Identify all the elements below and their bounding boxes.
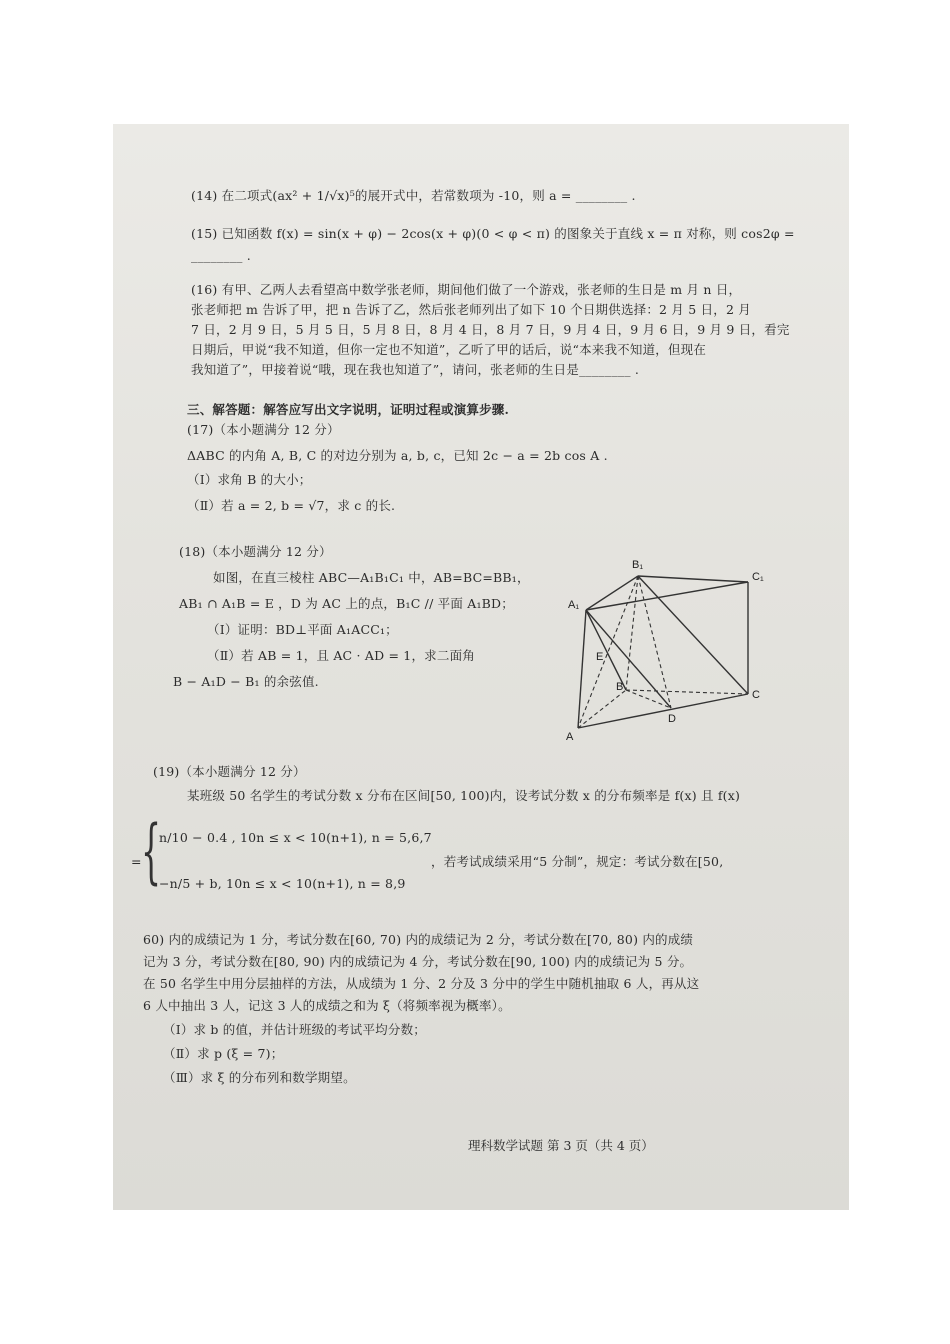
question-19-line: 6 人中抽出 3 人，记这 3 人的成绩之和为 ξ（将频率视为概率）。	[143, 998, 511, 1013]
exam-page	[113, 124, 849, 1210]
piecewise-brace-icon: {	[141, 810, 162, 892]
label-b1: B₁	[632, 559, 644, 571]
question-16-line: (16) 有甲、乙两人去看望高中数学张老师，期间他们做了一个游戏，张老师的生日是 m 月 n 日，	[191, 282, 742, 297]
question-16-line: 张老师把 m 告诉了甲，把 n 告诉了乙，然后张老师列出了如下 10 个日期供选择：2 月 5 日，2 月	[191, 302, 752, 317]
question-19-line: 记为 3 分，考试分数在[80, 90) 内的成绩记为 4 分，考试分数在[90, 100) 内的成绩记为 5 分。	[143, 954, 693, 969]
equals-sign: =	[131, 854, 142, 869]
section-heading: 三、解答题：解答应写出文字说明，证明过程或演算步骤.	[187, 402, 510, 417]
question-19-line: 在 50 名学生中用分层抽样的方法，从成绩为 1 分、2 分及 3 分中的学生中随机抽取 6 人，再从这	[143, 976, 700, 991]
question-19-part-2: （Ⅱ）求 p (ξ = 7)；	[163, 1046, 284, 1061]
prism-figure	[566, 556, 766, 746]
label-a: A	[566, 731, 574, 743]
question-19-header: (19)（本小题满分 12 分）	[153, 764, 306, 779]
question-16-line: 我知道了”，甲接着说“哦，现在我也知道了”，请问，张老师的生日是________ .	[191, 362, 640, 377]
question-19-rule: ，若考试成绩采用“5 分制”，规定：考试分数在[50,	[431, 854, 724, 869]
question-17-part-1: （Ⅰ）求角 B 的大小；	[187, 472, 312, 487]
question-18-part-2: （Ⅱ）若 AB = 1，且 AC · AD = 1，求二面角	[207, 648, 475, 663]
question-17-stem: ΔABC 的内角 A, B, C 的对边分别为 a, b, c，已知 2c − a = 2b cos A .	[187, 448, 608, 463]
label-c1: C₁	[752, 571, 764, 583]
piecewise-case-2: −n/5 + b, 10n ≤ x < 10(n+1), n = 8,9	[159, 876, 406, 891]
page-footer: 理科数学试题 第 3 页（共 4 页）	[468, 1138, 654, 1153]
label-c: C	[752, 689, 760, 701]
question-19-line: 60) 内的成绩记为 1 分，考试分数在[60, 70) 内的成绩记为 2 分，考试分数在[70, 80) 内的成绩	[143, 932, 694, 947]
question-19-line: 某班级 50 名学生的考试分数 x 分布在区间[50, 100)内，设考试分数 x 的分布频率是 f(x) 且 f(x)	[187, 788, 741, 803]
label-e: E	[596, 651, 604, 663]
question-15-blank: ________ .	[191, 248, 251, 263]
label-d: D	[668, 713, 676, 725]
question-17-part-2: （Ⅱ）若 a = 2, b = √7，求 c 的长.	[187, 498, 396, 513]
question-19-part-3: （Ⅲ）求 ξ 的分布列和数学期望。	[163, 1070, 356, 1085]
piecewise-case-1: n/10 − 0.4 , 10n ≤ x < 10(n+1), n = 5,6,7	[159, 830, 432, 845]
question-18-line: 如图，在直三棱柱 ABC—A₁B₁C₁ 中，AB=BC=BB₁，	[213, 570, 530, 585]
question-16-line: 日期后，甲说“我不知道，但你一定也不知道”，乙听了甲的话后，说“本来我不知道，但现在	[191, 342, 707, 357]
question-18-part-1: （Ⅰ）证明：BD⊥平面 A₁ACC₁；	[207, 622, 398, 637]
label-a1: A₁	[568, 599, 580, 611]
question-19-part-1: （Ⅰ）求 b 的值，并估计班级的考试平均分数；	[163, 1022, 426, 1037]
question-18-header: (18)（本小题满分 12 分）	[179, 544, 332, 559]
question-15: (15) 已知函数 f(x) = sin(x + φ) − 2cos(x + φ)(0 < φ < π) 的图象关于直线 x = π 对称，则 cos2φ =	[191, 226, 795, 241]
question-18-line: B − A₁D − B₁ 的余弦值.	[173, 674, 319, 689]
question-17-header: (17)（本小题满分 12 分）	[187, 422, 340, 437]
question-16-line: 7 日，2 月 9 日，5 月 5 日，5 月 8 日，8 月 4 日，8 月 7 日，9 月 4 日，9 月 6 日，9 月 9 日，看完	[191, 322, 790, 337]
question-18-line: AB₁ ∩ A₁B = E ，D 为 AC 上的点，B₁C // 平面 A₁BD；	[179, 596, 514, 611]
label-b: B	[616, 681, 624, 693]
question-14: (14) 在二项式(ax² + 1/√x)⁵的展开式中，若常数项为 -10，则 a = ________ .	[191, 188, 636, 203]
